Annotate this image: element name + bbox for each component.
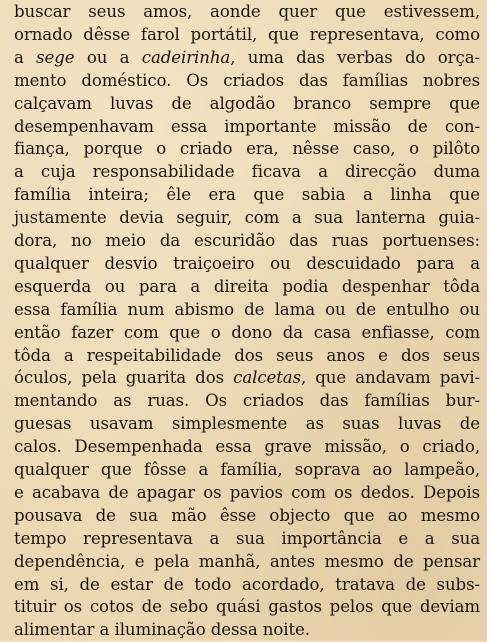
text-segment: buscar seus amos, aonde quer que estivessem, <box>14 2 480 21</box>
text-segment: alimentar a iluminação dessa noite. <box>14 620 310 640</box>
text-segment: tempo representava a sua importância e a sua <box>14 528 480 548</box>
text-segment: justamente devia seguir, com a sua lanterna guia- <box>14 208 480 228</box>
text-segment: calos. Desempenhada essa grave missão, o criado, <box>14 437 480 457</box>
text-line <box>14 183 480 207</box>
text-segment: tituir os cotos de sebo quási gastos pelos que deviam <box>14 597 480 617</box>
text-line <box>14 275 480 299</box>
text-segment: em si, de estar de todo acordado, tratava de subs- <box>14 574 480 594</box>
text-segment: tôda a respeitabilidade dos seus anos e dos seus <box>14 345 480 365</box>
text-segment: essa família num abismo de lama ou de entulho ou <box>14 299 480 319</box>
text-segment: pousava de sua mão êsse objecto que ao mesmo <box>14 505 480 525</box>
text-line <box>14 160 480 184</box>
text-line <box>14 321 480 345</box>
italic-term: calcetas <box>233 368 302 388</box>
text-segment: , que andavam pavi- <box>301 368 481 388</box>
text-segment: fiança, porque o criado era, nêsse caso, o pilôto <box>14 139 480 159</box>
italic-term: sege <box>36 47 75 67</box>
text-segment: esquerda ou para a direita podia despenhar tôda <box>14 276 480 296</box>
text-line <box>14 366 480 390</box>
text-segment: desempenhavam essa importante missão de con- <box>14 116 480 136</box>
text-segment: a cuja responsabilidade ficava a direcção duma <box>14 162 480 182</box>
text-segment: dependência, e pela manhã, antes mesmo de pensar <box>14 551 480 571</box>
text-segment: qualquer desvio traiçoeiro ou descuidado para a <box>14 253 480 273</box>
text-line <box>14 46 480 70</box>
text-segment: calçavam luvas de algodão branco sempre que <box>14 93 480 113</box>
text-segment: , uma das verbas do orça- <box>230 47 480 67</box>
book-page <box>2 0 485 640</box>
text-line <box>14 252 480 276</box>
text-segment: qualquer que fôsse a família, soprava ao lampeão, <box>14 460 480 479</box>
text-segment: mento doméstico. Os criados das famílias nobres <box>14 70 480 90</box>
text-line <box>14 618 480 642</box>
text-segment: dora, no meio da escuridão das ruas portuenses: <box>14 231 480 250</box>
text-segment: mentando as ruas. Os criados das famílias bur- <box>14 391 480 411</box>
text-segment: ornado dêsse farol portátil, que representava, como <box>14 24 480 44</box>
text-line <box>14 412 480 436</box>
text-line <box>14 69 480 93</box>
text-line <box>14 595 480 619</box>
text-line <box>14 344 480 368</box>
text-line <box>14 481 480 505</box>
text-segment: a <box>14 47 37 67</box>
text-line <box>14 389 480 413</box>
text-line <box>14 92 480 116</box>
text-segment: e acabava de apagar os pavios com os dedos. Depois <box>14 482 480 502</box>
text-line <box>14 550 480 574</box>
text-line <box>14 206 480 230</box>
text-line <box>14 229 480 253</box>
text-line <box>14 0 480 24</box>
italic-term: cadeirinha <box>141 47 231 67</box>
text-line <box>14 298 480 322</box>
text-line <box>14 527 480 551</box>
text-segment: ou a <box>74 47 142 67</box>
text-segment: família inteira; êle era que sabia a linha que <box>14 185 480 205</box>
text-segment: guesas usavam simplesmente as suas luvas de <box>14 414 480 434</box>
text-line <box>14 573 480 597</box>
text-line <box>14 137 480 161</box>
text-line <box>14 23 480 47</box>
text-line <box>14 435 480 459</box>
text-segment: então fazer com que o dono da casa enfiasse, com <box>14 322 480 342</box>
text-segment: óculos, pela guarita dos <box>14 368 234 388</box>
text-line <box>14 504 480 528</box>
text-line <box>14 458 480 482</box>
text-line <box>14 115 480 139</box>
